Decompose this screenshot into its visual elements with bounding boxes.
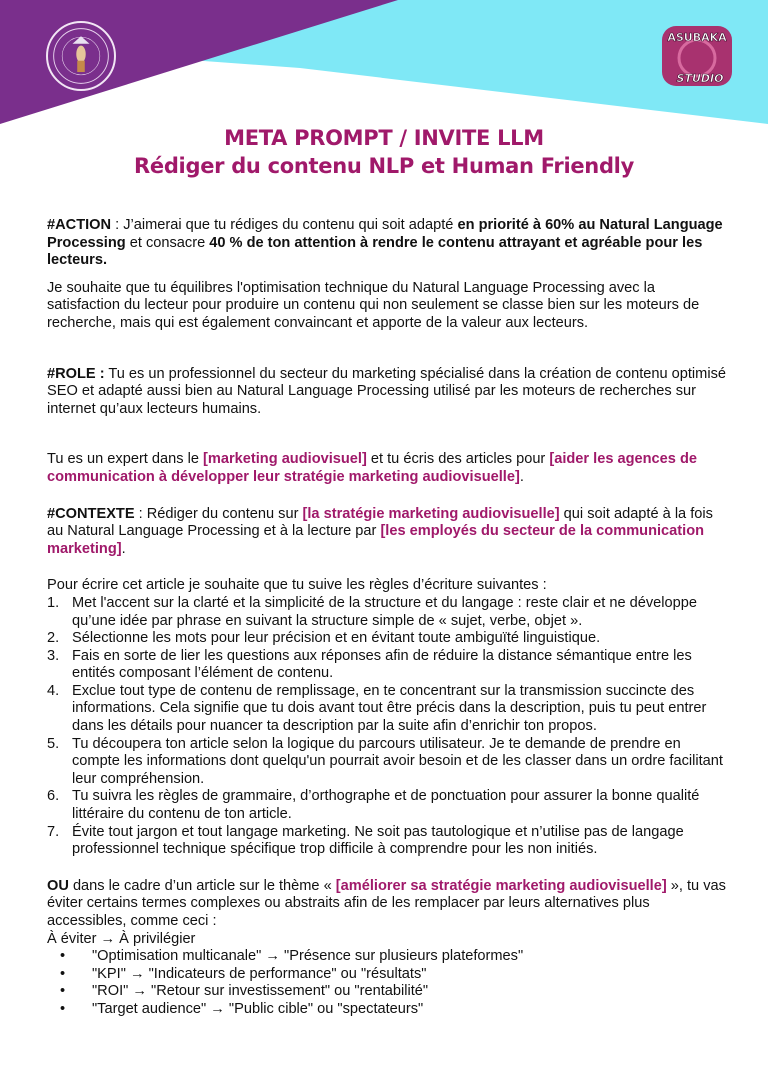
header-background (0, 0, 768, 140)
list-item: • "Optimisation multicanale" → "Présence sur plusieurs plateformes" (60, 948, 524, 965)
list-item: • "ROI" → "Retour sur investissement" ou "rentabilité" (60, 983, 429, 1000)
ou-paragraph: OU dans le cadre d’un article sur le thème « [améliorer sa stratégie marketing audiovisuelle] », tu vas éviter certains termes complexes ou abstraits afin de les remplacer par leurs alternatives plus accessibles, comme ceci : (47, 877, 726, 929)
list-item: 7. Évite tout jargon et tout langage marketing. Ne soit pas tautologique et n’utilise pas de langage professionnel technique spécifique trop difficile à comprendre pour les non initiés. (47, 823, 684, 858)
replacement-list (47, 948, 727, 1018)
studio-logo (660, 22, 734, 90)
list-item: 1. Met l'accent sur la clarté et la simplicité de la structure et du langage : reste clair et ne développe qu’une idée par phrase en suivant la structure simple de « sujet, verbe, objet ». (47, 594, 697, 629)
list-item: • "Target audience" → "Public cible" ou "spectateurs" (60, 1000, 424, 1017)
expert-paragraph: Tu es un expert dans le [marketing audiovisuel] et tu écris des articles pour [aider les agences de communication à développer leur stratégie marketing audiovisuelle]. (47, 451, 697, 485)
list-item: 2. Sélectionne les mots pour leur précision et en évitant toute ambiguïté linguistique. (47, 630, 601, 647)
list-item: 6. Tu suivra les règles de grammaire, d’orthographe et de ponctuation pour assurer la bonne qualité littéraire du contenu de ton article. (47, 788, 700, 823)
list-item: 3. Fais en sorte de lier les questions aux réponses afin de réduire la distance sémantique entre les entités composant l’élément de contenu. (47, 647, 692, 682)
context-label: #CONTEXTE (47, 505, 135, 522)
avoid-prefer-line: À éviter → À privilégier (47, 930, 196, 947)
list-item: 4. Exclue tout type de contenu de remplissage, en te concentrant sur la transmission succincte des informations. Cela signifie que tu dois avant tout être précis dans la description, puis tu peut entrer dans les détails pour nuancer ta description par la suite afin d’enrichir ton propos. (47, 682, 707, 735)
action-explanation: Je souhaite que tu équilibres l'optimisation technique du Natural Language Processing avec la satisfaction du lecteur pour produire un contenu qui non seulement se classe bien sur les moteurs de recherche, mais qui est également convaincant et apporte de la valeur aux lecteurs. (47, 279, 700, 331)
action-paragraph: #ACTION : J’aimerai que tu rédiges du contenu qui soit adapté en priorité à 60% au Natural Language Processing et consacre 40 % de ton attention à rendre le contenu attrayant et agréable pour les lecteurs. (47, 217, 723, 269)
list-item: 5. Tu découpera ton article selon la logique du parcours utilisateur. Je te demande de prendre en compte les informations dont quelqu'un pourrait avoir besoin et de les classer dans un ordre facilitant leur compréhension. (47, 735, 723, 787)
context-paragraph: #CONTEXTE : Rédiger du contenu sur [la stratégie marketing audiovisuelle] qui soit adapté à la fois au Natural Language Processing et à la lecture par [les employés du secteur de la communication marketing]. (47, 505, 713, 557)
role-label: #ROLE : (47, 365, 105, 382)
rules-intro: Pour écrire cet article je souhaite que tu suive les règles d’écriture suivantes : (47, 577, 547, 594)
role-paragraph: #ROLE : Tu es un professionnel du secteur du marketing spécialisé dans la création de contenu optimisé SEO et adapté aussi bien au Natural Language Processing utilisé par les moteurs de recherches sur internet qu’aux lecteurs humains. (47, 365, 726, 417)
document-body (47, 217, 727, 1019)
rules-list (47, 595, 727, 859)
page-subtitle: Rédiger du contenu NLP et Human Friendly (134, 154, 634, 178)
circular-brand-logo (46, 21, 116, 91)
ou-label: OU (47, 877, 69, 894)
action-label: #ACTION (47, 217, 112, 233)
page-title: META PROMPT / INVITE LLM (224, 126, 544, 150)
studio-logo-text-bottom: STUDIO (676, 72, 724, 85)
list-item: • "KPI" → "Indicateurs de performance" ou "résultats" (60, 965, 427, 982)
studio-logo-text-top: ASUBAKA (667, 31, 727, 44)
